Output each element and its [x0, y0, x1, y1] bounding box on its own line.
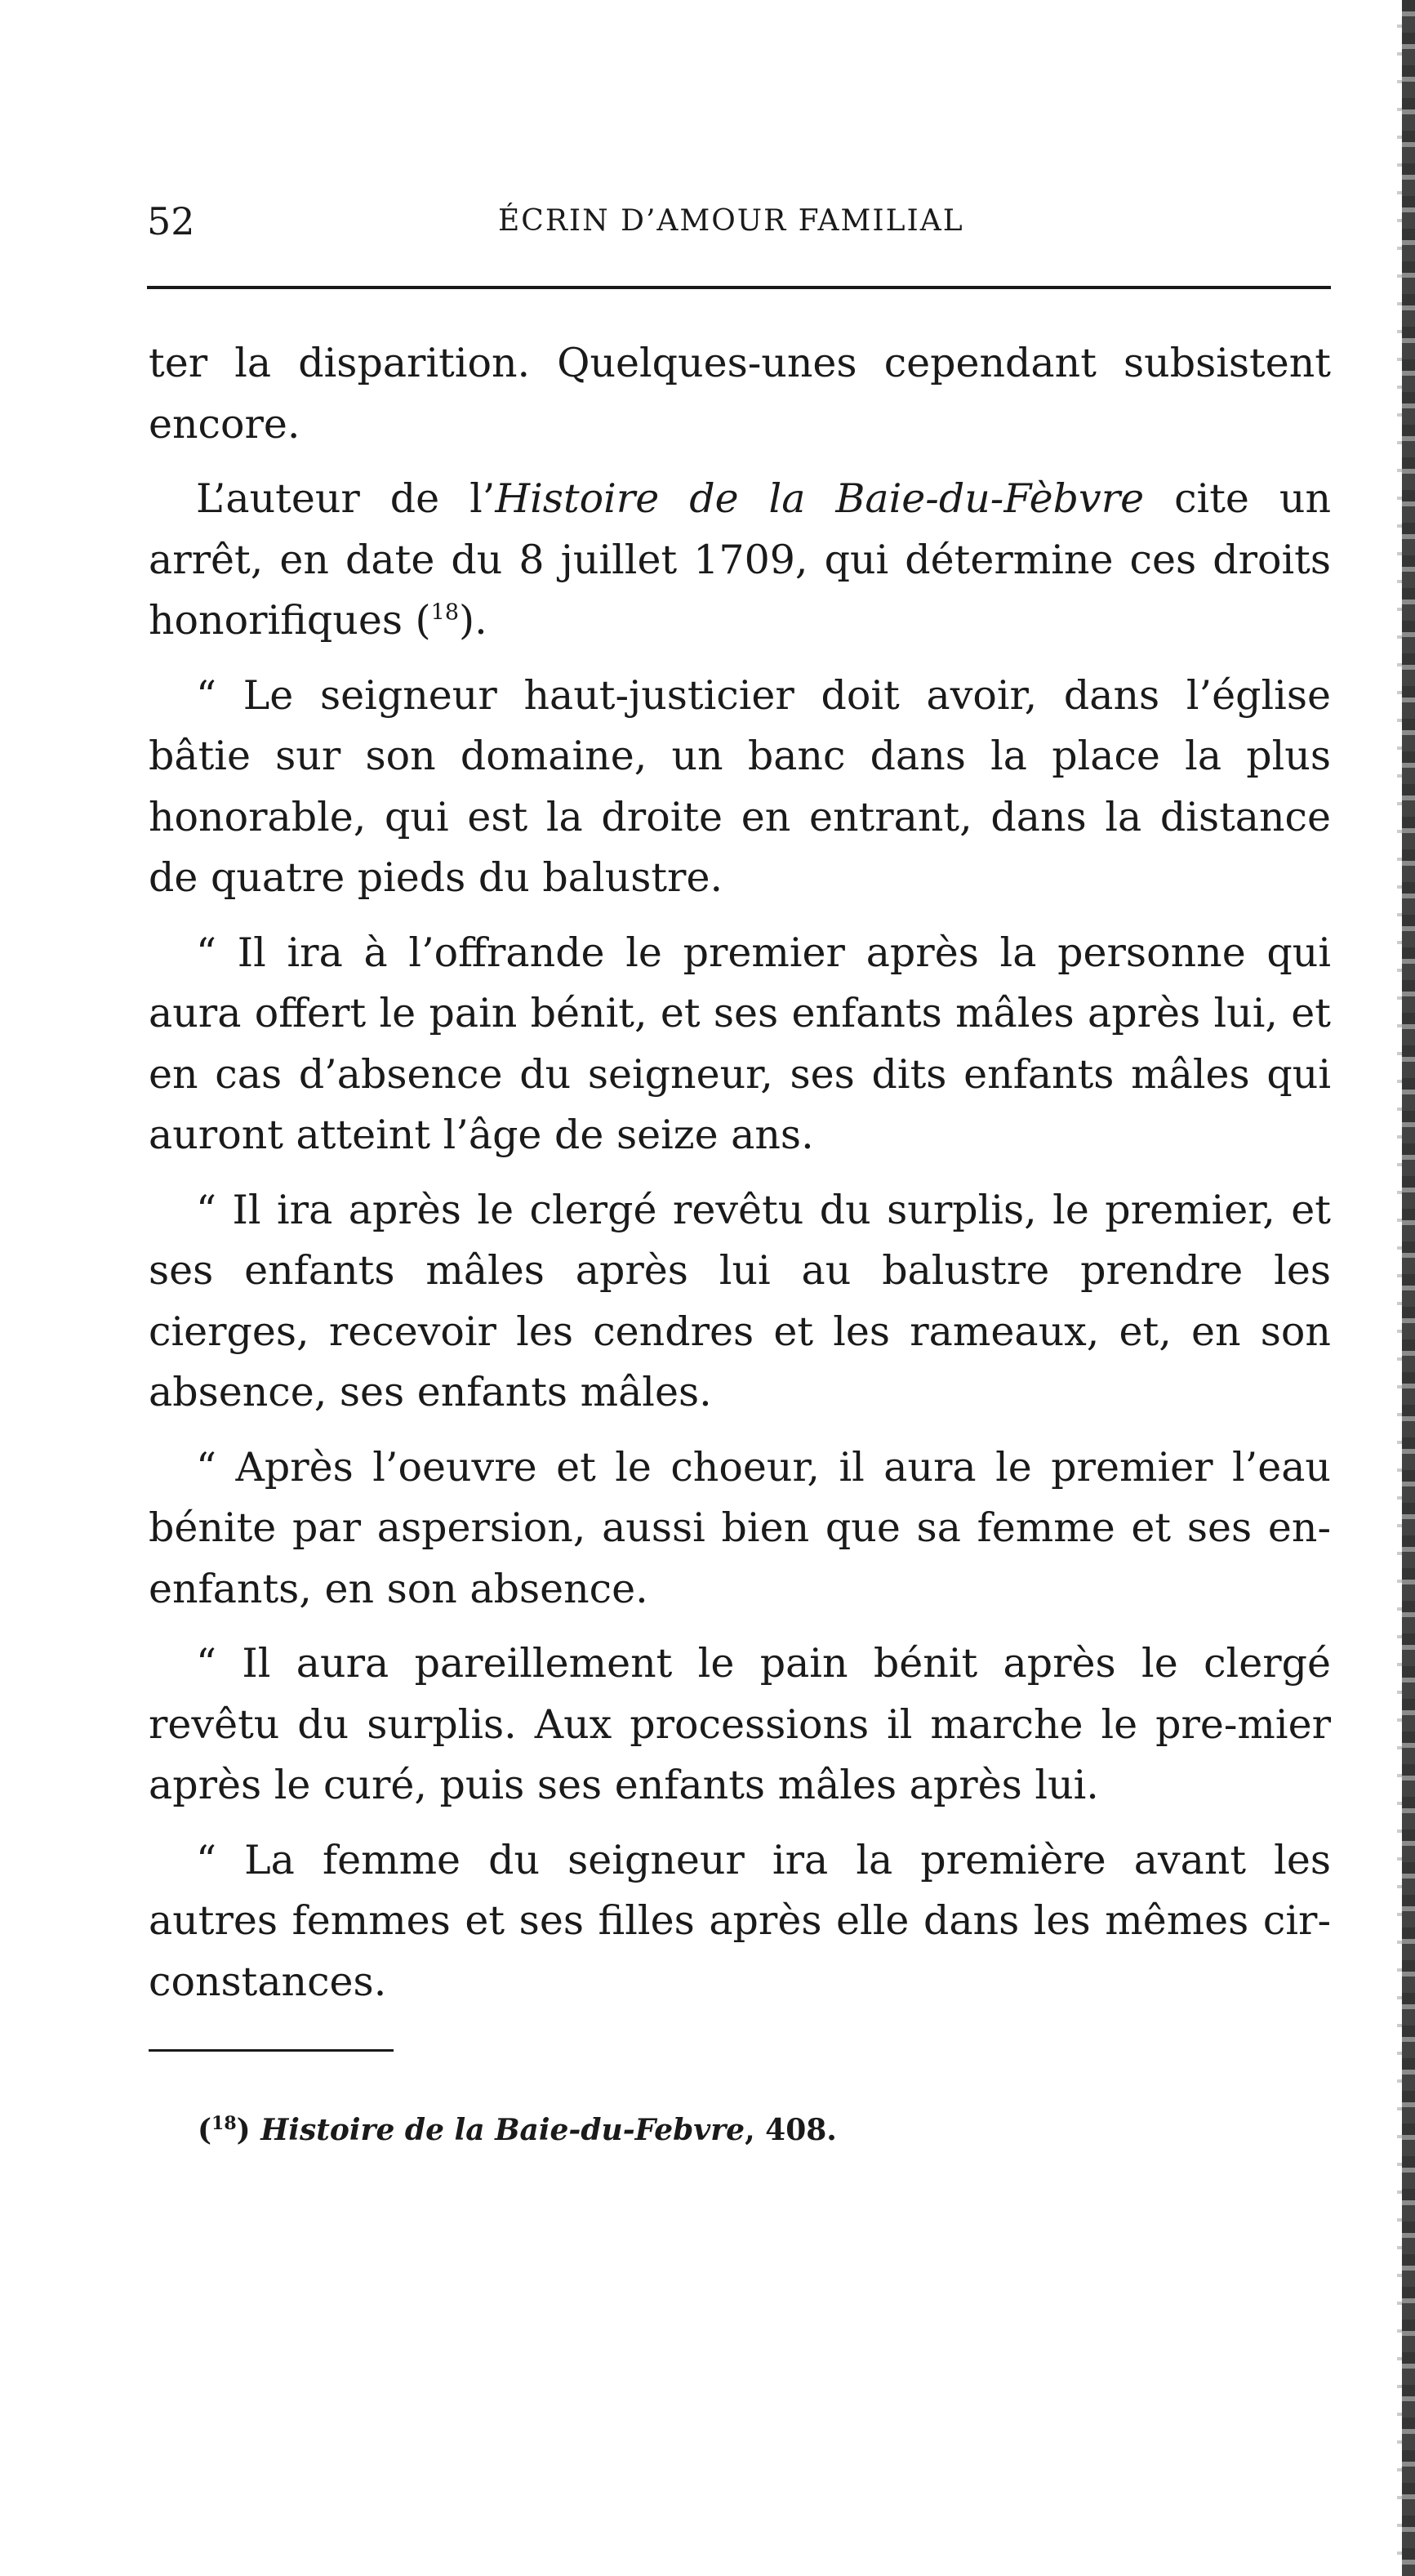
paragraph-2-after: cite un arrêt, en date du 8 juillet 1709, qui détermine ces droits honorifiques (: [149, 475, 1331, 644]
paragraph-2: [149, 469, 1331, 652]
footnote-number: 18: [211, 2113, 237, 2134]
paragraph-5: [149, 1180, 1331, 1424]
paragraph-3-text: “ Le seigneur haut-justicier doit avoir, dans l’église bâtie sur son domaine, un banc dans la place la plus honorable, qui est la droite en entrant, dans la distance de quatre pieds du balustre.: [149, 671, 1331, 901]
footnote-open: (: [198, 2113, 212, 2147]
paragraph-3: [149, 666, 1331, 909]
page-header: [147, 193, 1331, 250]
book-title: Histoire de la Baie-du-Fèbvre: [495, 475, 1145, 522]
footnote-rule: [149, 2049, 394, 2052]
paragraph-1: [149, 333, 1331, 455]
footnote-close: ): [236, 2113, 261, 2147]
paragraph-1-text: ter la disparition. Quelques-unes cependant subsistent encore.: [149, 340, 1331, 448]
footnote: [198, 2107, 1259, 2153]
paragraph-7-text: “ Il aura pareillement le pain bénit après le clergé revêtu du surplis. Aux processions il marche le pre-mier après le curé, puis ses enfants mâles après lui.: [149, 1640, 1331, 1808]
header-rule: [147, 286, 1331, 289]
paragraph-2-after2: ).: [459, 597, 487, 644]
page-edge-speckle: [1397, 0, 1402, 2576]
paragraph-4-text: “ Il ira à l’offrande le premier après la personne qui aura offert le pain bénit, et ses enfants mâles après lui, et en cas d’absence du seigneur, ses dits enfants mâles qui auront atteint l’âge de seize ans.: [149, 929, 1331, 1158]
paragraph-7: [149, 1633, 1331, 1816]
page-edge-shadow: [1402, 0, 1415, 2576]
paragraph-4: [149, 923, 1331, 1166]
paragraph-6: [149, 1437, 1331, 1620]
paragraph-6-text: “ Après l’oeuvre et le choeur, il aura le premier l’eau bénite par aspersion, aussi bien que sa femme et ses en-enfants, en son absence.: [149, 1443, 1331, 1612]
footnote-reference: 18: [430, 599, 460, 626]
running-head: ÉCRIN D’AMOUR FAMILIAL: [498, 204, 964, 238]
body-text: [149, 333, 1331, 2026]
paragraph-8-text: “ La femme du seigneur ira la première avant les autres femmes et ses filles après elle dans les mêmes cir-constances.: [149, 1836, 1331, 2005]
page-number: 52: [147, 199, 195, 243]
footnote-after: , 408.: [745, 2113, 837, 2147]
paragraph-5-text: “ Il ira après le clergé revêtu du surplis, le premier, et ses enfants mâles après lui au balustre prendre les cierges, recevoir les cendres et les rameaux, et, en son absence, ses enfants mâles.: [149, 1186, 1331, 1415]
paragraph-2-before: L’auteur de l’: [196, 475, 496, 522]
paragraph-8: [149, 1830, 1331, 2013]
footnote-title: Histoire de la Baie-du-Febvre: [260, 2113, 745, 2147]
